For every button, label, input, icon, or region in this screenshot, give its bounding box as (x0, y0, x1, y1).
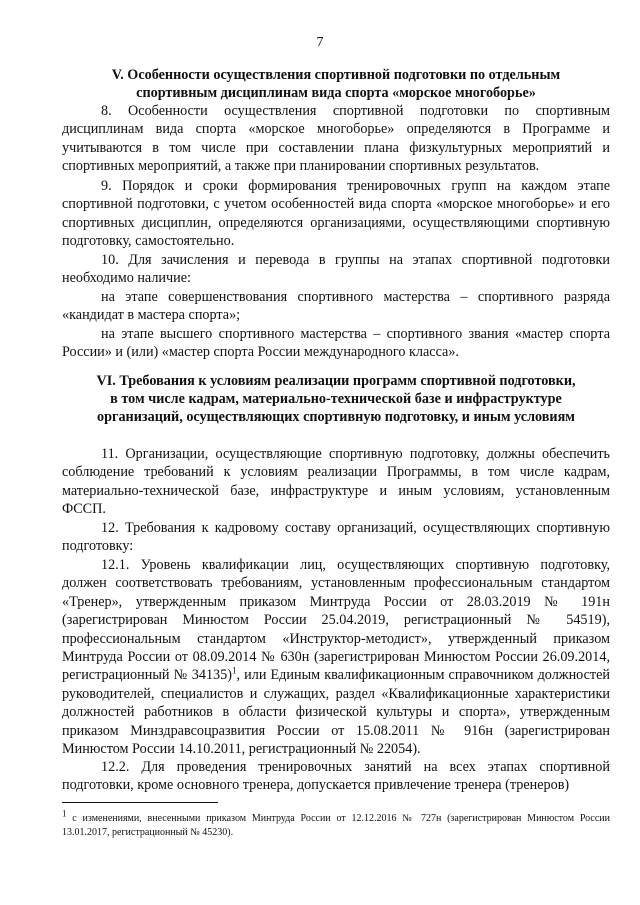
footnote-ref-1: 1 (231, 665, 237, 676)
section-6-heading-line-1: VI. Требования к условиям реализации программ спортивной подготовки, (96, 373, 576, 389)
paragraph-10-item-b: на этапе высшего спортивного мастерства – спортивного звания «мастер спорта России» и (или) «мастер спорта России международного класса». (62, 326, 610, 361)
paragraph-12-1-text-b: , или Единым квалификационным справочником должностей руководителей, специалистов и служащих, раздел «Квалификационные характеристики должностей работников в области физической культуры и спорта», утвержденным приказом Минздравсоцразвития России от 15.08.2011 № 916н (зарегистрирован Минюстом России 14.10.2011, регистрационный № 22054). (62, 667, 611, 758)
paragraph-12-1-text-a: 12.1. Уровень квалификации лиц, осуществляющих спортивную подготовку, должен соответствовать требованиям, установленным профессиональным стандартом «Тренер», утвержденным приказом Минтруда России от 28.03.2019 № 191н (зарегистрирован Минюстом России 25.04.2019, регистрационный № 54519), профессиональным стандартом «Инструктор-методист», утвержденный приказом Минтруда России от 08.09.2014 № 630н (зарегистрирован Минюстом России 26.09.2014, регистрационный № 34135) (62, 557, 610, 684)
footnote-text: с изменениями, внесенными приказом Минтруда России от 12.12.2016 № 727н (зарегистрирован Минюстом России 13.01.2017, регистрационный № 45230). (62, 813, 610, 838)
paragraph-8: 8. Особенности осуществления спортивной подготовки по спортивным дисциплинам вида спорта «морское многоборье» определяются в Программе и учитываются в том числе при составлении плана физкультурных мероприятий и спортивных мероприятий, а также при планировании спортивных результатов. (62, 103, 610, 175)
paragraph-9: 9. Порядок и сроки формирования тренировочных групп на каждом этапе спортивной подготовки, с учетом особенностей вида спорта «морское многоборье» и его спортивных дисциплин, определяются организациями, осуществляющими спортивную подготовку, самостоятельно. (62, 178, 610, 250)
section-5-heading (62, 66, 610, 102)
footnote (62, 808, 610, 840)
paragraph-12-1 (62, 556, 610, 758)
page-number: 7 (316, 35, 324, 50)
paragraph-11: 11. Организации, осуществляющие спортивную подготовку, должны обеспечить соблюдение требований к условиям реализации Программы, в том числе кадрам, материально-технической базе, инфраструктуре и иным условиям, установленным ФССП. (62, 446, 610, 518)
section-6-heading (62, 372, 610, 426)
paragraph-10-item-a: на этапе совершенствования спортивного мастерства – спортивного разряда «кандидат в мастера спорта»; (62, 289, 610, 324)
section-6-heading-line-3: организаций, осуществляющих спортивную подготовку, и иным условиям (97, 409, 575, 425)
section-5-heading-line-2: спортивным дисциплинам вида спорта «морское многоборье» (136, 85, 536, 101)
section-6-heading-line-2: в том числе кадрам, материально-технической базе и инфраструктуре (110, 391, 562, 407)
footnote-divider (62, 802, 218, 803)
paragraph-10: 10. Для зачисления и перевода в группы на этапах спортивной подготовки необходимо наличие: (62, 252, 610, 287)
paragraph-12-2: 12.2. Для проведения тренировочных занятий на всех этапах спортивной подготовки, кроме основного тренера, допускается привлечение тренера (тренеров) (62, 759, 610, 794)
footnote-marker: 1 (62, 808, 67, 819)
paragraph-12: 12. Требования к кадровому составу организаций, осуществляющих спортивную подготовку: (62, 520, 610, 555)
section-5-heading-line-1: V. Особенности осуществления спортивной подготовки по отдельным (111, 67, 561, 83)
